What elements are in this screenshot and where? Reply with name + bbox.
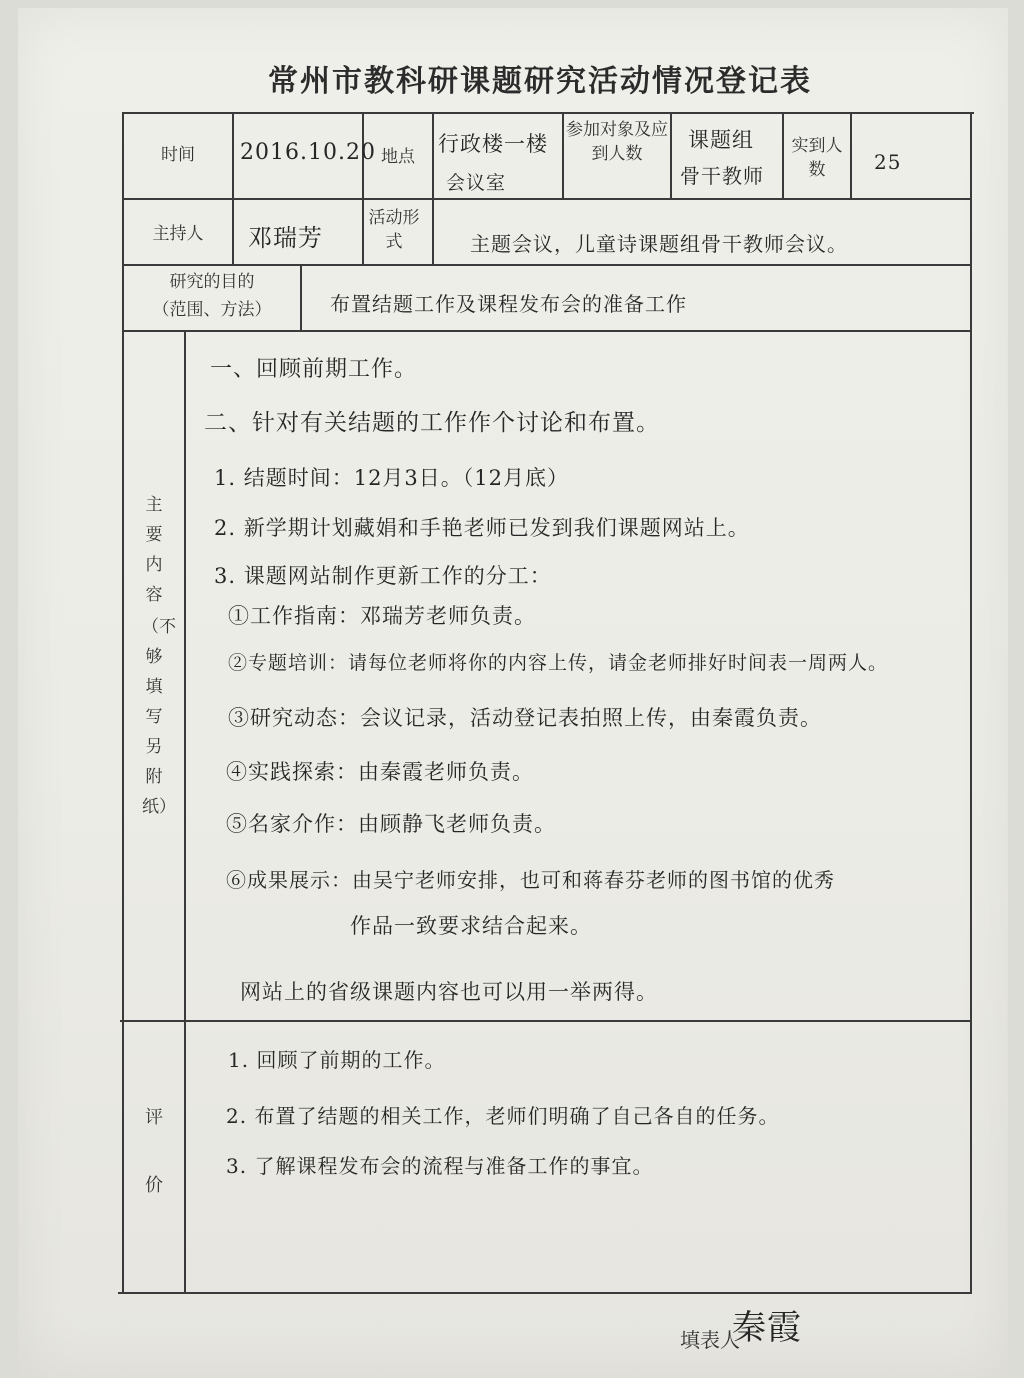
label-filler: 填表人 <box>680 1328 740 1352</box>
evaluation-line: 2. 布置了结题的相关工作，老师们明确了自己各自的任务。 <box>226 1104 780 1128</box>
value-participants-line2: 骨干教师 <box>680 164 764 188</box>
label-host: 主持人 <box>152 224 204 244</box>
label-content: 主要内容 <box>145 495 163 605</box>
evaluation-line: 3. 了解课程发布会的流程与准备工作的事宜。 <box>226 1154 654 1178</box>
label-content-note: （不够填写另附纸） <box>142 617 176 817</box>
content-line: ⑥成果展示：由吴宁老师安排，也可和蒋春芬老师的图书馆的优秀 <box>226 868 835 892</box>
label-purpose-line2: （范围、方法） <box>152 300 272 320</box>
content-line: ⑤名家介作：由顾静飞老师负责。 <box>226 812 556 836</box>
value-attendance: 25 <box>874 150 902 174</box>
content-line: 3. 课题网站制作更新工作的分工： <box>214 564 552 588</box>
label-activity-form: 活动形式 <box>368 208 420 252</box>
value-place-line2: 会议室 <box>446 172 507 194</box>
value-purpose: 布置结题工作及课程发布会的准备工作 <box>330 292 687 316</box>
form-title: 常州市教科研课题研究活动情况登记表 <box>268 64 812 99</box>
content-line: ③研究动态：会议记录，活动登记表拍照上传，由秦霞负责。 <box>228 706 822 730</box>
label-place: 地点 <box>381 147 415 167</box>
filler-signature: 秦霞 <box>732 1308 802 1348</box>
content-line: 2. 新学期计划藏娟和手艳老师已发到我们课题网站上。 <box>214 516 750 540</box>
content-line: 1. 结题时间：12月3日。（12月底） <box>214 466 570 490</box>
value-time: 2016.10.20 <box>240 140 376 165</box>
content-line: ②专题培训：请每位老师将你的内容上传，请金老师排好时间表一周两人。 <box>228 652 889 674</box>
value-participants-line1: 课题组 <box>688 128 754 152</box>
label-evaluation-1: 评 <box>145 1107 163 1128</box>
label-participants: 参加对象及应到人数 <box>566 120 668 164</box>
label-evaluation-2: 价 <box>145 1175 163 1196</box>
content-line: 一、回顾前期工作。 <box>210 357 418 382</box>
evaluation-line: 1. 回顾了前期的工作。 <box>228 1048 446 1072</box>
value-place-line1: 行政楼一楼 <box>438 132 548 156</box>
content-line: ①工作指南：邓瑞芳老师负责。 <box>228 604 536 628</box>
value-host: 邓瑞芳 <box>248 224 323 252</box>
content-line: ④实践探索：由秦霞老师负责。 <box>226 760 534 784</box>
content-line: 二、针对有关结题的工作作个讨论和布置。 <box>204 410 660 436</box>
content-line: 作品一致要求结合起来。 <box>350 914 592 938</box>
label-attendance: 实到人数 <box>791 136 843 180</box>
label-purpose-line1: 研究的目的 <box>169 272 255 292</box>
label-time: 时间 <box>161 145 195 165</box>
value-activity-form: 主题会议，儿童诗课题组骨干教师会议。 <box>470 232 848 256</box>
content-line: 网站上的省级课题内容也可以用一举两得。 <box>240 980 658 1004</box>
